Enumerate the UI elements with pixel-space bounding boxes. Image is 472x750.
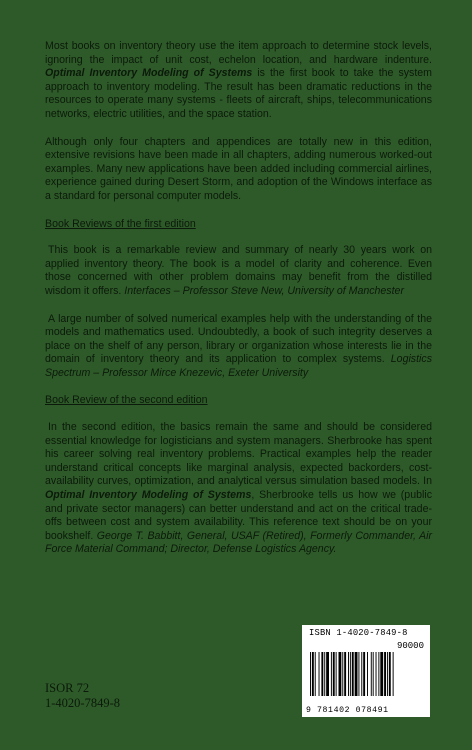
- barcode-bar: [333, 652, 335, 696]
- barcode-bar: [358, 652, 359, 696]
- review-3-source: George T. Babbitt, General, USAF (Retired), Formerly Commander, Air Force Material Command; Director, Defense Logistics Agency.: [45, 529, 432, 556]
- barcode-price-code: 90000: [396, 641, 424, 651]
- barcode-bar: [378, 652, 379, 696]
- barcode-bar: [310, 652, 311, 696]
- barcode-bar: [361, 652, 362, 696]
- barcode-bar: [355, 652, 358, 696]
- barcode-bar: [312, 652, 314, 696]
- intro-paragraph-1: [45, 40, 432, 122]
- isbn-number: 1-4020-7849-8: [45, 696, 120, 710]
- review-1: [45, 244, 432, 298]
- book-title: Optimal Inventory Modeling of Systems: [45, 67, 253, 80]
- review-3: [45, 421, 432, 557]
- barcode-bar: [331, 652, 332, 696]
- barcode-bar: [373, 652, 374, 696]
- barcode-bar: [363, 652, 365, 696]
- barcode-bar: [350, 652, 351, 696]
- barcode: [302, 625, 430, 717]
- barcode-bar: [384, 652, 386, 696]
- cover-text: [45, 40, 432, 571]
- barcode-bar: [348, 652, 349, 696]
- series-number: ISOR 72: [45, 681, 90, 695]
- review-1-text: This book is a remarkable review and summary of nearly 30 years work on applied inventory theory. The book is a model of clarity and coherence. Even those concerned with other problem domains may benefit from the distilled wisdom it offers.: [45, 244, 432, 297]
- barcode-bar: [393, 652, 394, 696]
- second-edition-heading: Book Review of the second edition: [45, 394, 208, 407]
- barcode-bar: [321, 652, 323, 696]
- review-3-text-continued: , Sherbrooke tells us how we (public and private sector managers) can better understand and act on the critical trade-offs between cost and system availability. This reference text should be on your bookshelf.: [45, 489, 432, 542]
- review-1-source: Interfaces – Professor Steve New, University of Manchester: [124, 284, 404, 297]
- barcode-ean-digits: 9 781402 078491: [306, 706, 389, 715]
- review-3-text: In the second edition, the basics remain the same and should be considered essential knowledge for logisticians and system managers. Sherbrooke has spent his career solving real inventory problems. Practical examples help the reader understand critical concepts like marginal analysis, expected backorders, cost-availability curves, optimization, and analytical versus simulation based models. In: [45, 421, 432, 488]
- barcode-bar: [339, 652, 342, 696]
- footer-codes: [45, 681, 120, 711]
- intro-text-continued: is the first book to take the system approach to inventory modeling. The result has been dramatic reductions in the resources to operate many systems - fleets of aircraft, ships, telecommunications networks, electric utilities, and the space station.: [45, 67, 432, 120]
- barcode-bar: [389, 652, 391, 696]
- barcode-bar: [319, 652, 320, 696]
- review-2: [45, 313, 432, 381]
- barcode-bar: [315, 652, 316, 696]
- barcode-bar: [352, 652, 354, 696]
- barcode-bar: [380, 652, 383, 696]
- barcode-bar: [344, 652, 346, 696]
- barcode-bar: [367, 652, 368, 696]
- barcode-bar: [342, 652, 343, 696]
- intro-paragraph-2: Although only four chapters and appendices are totally new in this edition, extensive revisions have been made in all chapters, adding numerous worked-out examples. Many new applications have been added including commercial airlines, experience gained during Desert Storm, and adoption of the Windows interface as a standard for personal computer models.: [45, 135, 432, 202]
- first-edition-heading: Book Reviews of the first edition: [45, 217, 196, 230]
- barcode-bar: [387, 652, 388, 696]
- barcode-bar: [324, 652, 325, 696]
- barcode-bar: [336, 652, 337, 696]
- intro-text: Most books on inventory theory use the item approach to determine stock levels, ignoring the impact of unit cost, echelon location, and hardware indenture.: [45, 40, 432, 66]
- barcode-bars: [308, 652, 424, 702]
- barcode-bar: [371, 652, 372, 696]
- review-2-source: Logistics Spectrum – Professor Mirce Knezevic, Exeter University: [45, 353, 432, 379]
- book-title-2: Optimal Inventory Modeling of Systems: [45, 489, 252, 502]
- barcode-bar: [376, 652, 377, 696]
- barcode-bar: [326, 652, 329, 696]
- barcode-isbn-label: ISBN 1-4020-7849-8: [309, 628, 408, 638]
- review-2-text: A large number of solved numerical examples help with the understanding of the models and mathematics used. Undoubtedly, a book of such integrity deserves a place on the shelf of any person, library or organization whose interests lie in the domain of inventory theory and its application to complex systems.: [45, 312, 432, 366]
